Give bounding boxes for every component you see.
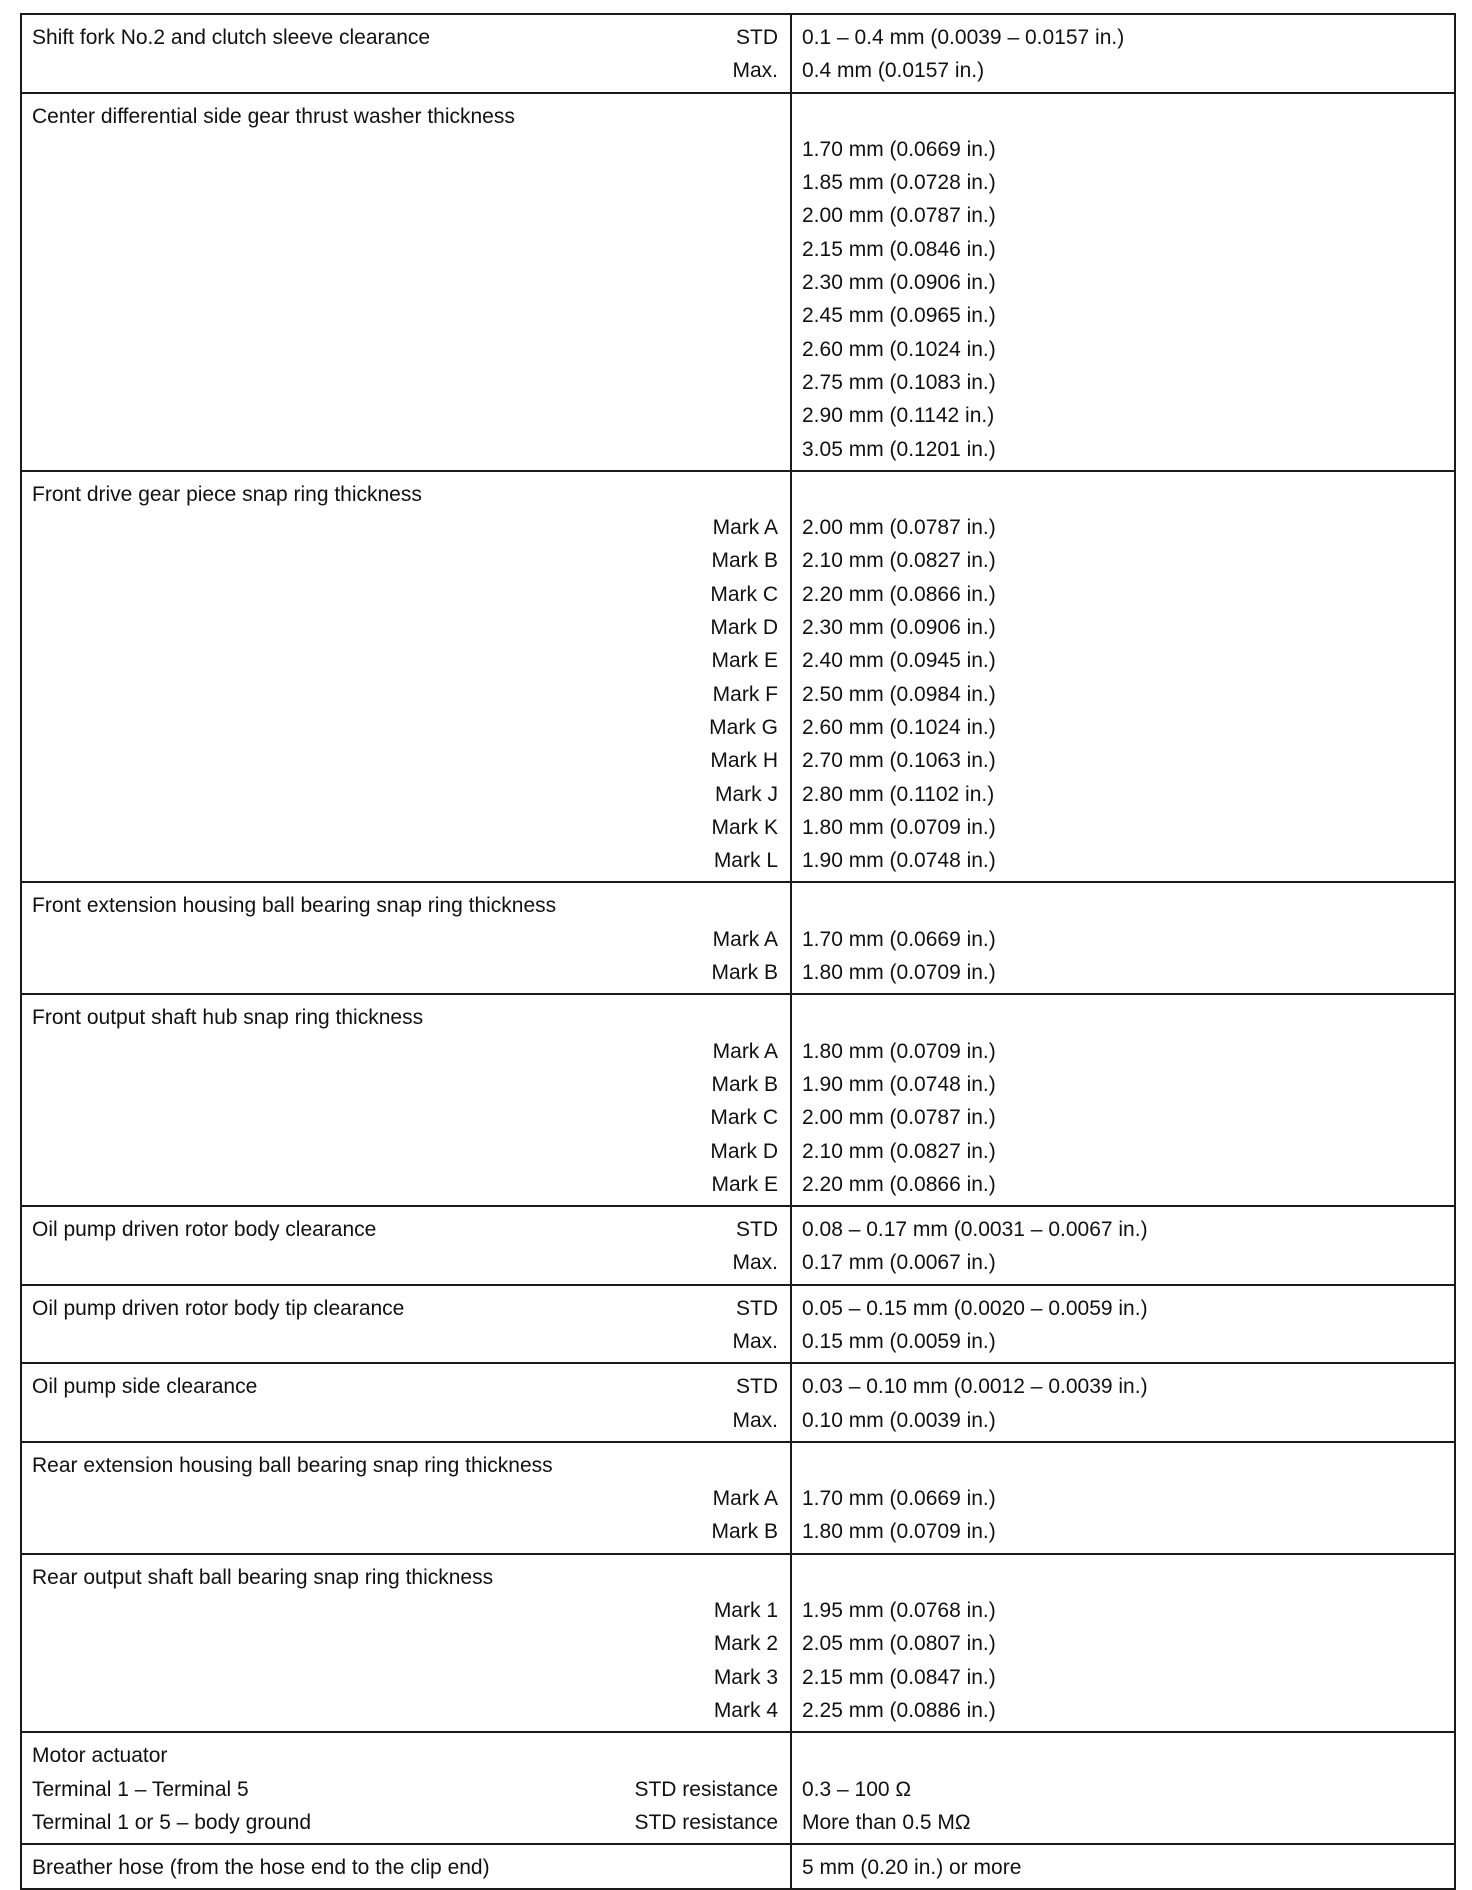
spec-row	[21, 1206, 1455, 1285]
spec-value: 5 mm (0.20 in.) or more	[802, 1856, 1022, 1880]
spec-value: 1.80 mm (0.0709 in.)	[802, 1039, 996, 1063]
spec-title-line	[22, 478, 790, 511]
spec-condition: Mark B	[711, 1520, 778, 1544]
spec-title-line	[22, 21, 790, 54]
spec-condition: Mark D	[710, 1139, 778, 1163]
spec-value: 1.70 mm (0.0669 in.)	[802, 1487, 996, 1511]
spec-condition: Max.	[732, 1408, 778, 1432]
spec-value-cell	[791, 1363, 1455, 1442]
spec-value: 0.03 – 0.10 mm (0.0012 – 0.0039 in.)	[802, 1375, 1148, 1399]
spec-condition: Mark H	[710, 749, 778, 773]
spec-sub-line	[22, 1246, 790, 1279]
spec-condition: STD	[736, 1375, 778, 1399]
spec-item-cell	[21, 1363, 791, 1442]
spec-condition: Mark A	[712, 1487, 778, 1511]
spec-value: 2.50 mm (0.0984 in.)	[802, 682, 996, 706]
spec-item-title: Oil pump driven rotor body clearance	[32, 1218, 377, 1242]
spec-row	[21, 1285, 1455, 1364]
spec-sub-line	[22, 299, 790, 332]
spec-sub-label: Terminal 1 or 5 – body ground	[32, 1810, 311, 1834]
spec-value: 2.75 mm (0.1083 in.)	[802, 370, 996, 394]
spec-title-line	[22, 889, 790, 922]
spec-condition: Mark D	[710, 616, 778, 640]
spec-condition: Mark G	[709, 715, 778, 739]
spec-value: 2.25 mm (0.0886 in.)	[802, 1698, 996, 1722]
spec-value: 2.15 mm (0.0846 in.)	[802, 237, 996, 261]
spec-row	[21, 882, 1455, 994]
spec-value	[792, 1739, 1454, 1772]
spec-value: 0.17 mm (0.0067 in.)	[802, 1251, 996, 1275]
spec-value-cell	[791, 1206, 1455, 1285]
spec-row	[21, 1363, 1455, 1442]
spec-sub-line	[22, 644, 790, 677]
spec-value: 2.00 mm (0.0787 in.)	[802, 1106, 996, 1130]
spec-title-line	[22, 1739, 790, 1772]
spec-item-cell	[21, 882, 791, 994]
spec-value-cell	[791, 471, 1455, 883]
spec-value: 2.90 mm (0.1142 in.)	[802, 404, 995, 428]
spec-item-title: Rear output shaft ball bearing snap ring thickness	[32, 1565, 494, 1589]
spec-sub-line	[22, 811, 790, 844]
spec-value: 0.15 mm (0.0059 in.)	[802, 1329, 996, 1353]
spec-condition: Mark F	[712, 682, 778, 706]
spec-value	[792, 478, 1454, 511]
spec-value: 2.00 mm (0.0787 in.)	[802, 516, 996, 540]
spec-sub-line	[22, 333, 790, 366]
spec-sub-line	[22, 1135, 790, 1168]
spec-sub-line	[22, 1594, 790, 1627]
spec-value: 1.90 mm (0.0748 in.)	[802, 1072, 996, 1096]
spec-value: 2.80 mm (0.1102 in.)	[802, 782, 995, 806]
spec-sub-line	[22, 1694, 790, 1727]
spec-value	[792, 889, 1454, 922]
spec-value: 2.10 mm (0.0827 in.)	[802, 1139, 996, 1163]
spec-value-cell	[791, 1442, 1455, 1554]
spec-value-cell	[791, 1285, 1455, 1364]
spec-condition: Mark 1	[713, 1599, 778, 1623]
spec-title-line	[22, 1292, 790, 1325]
spec-value: 2.30 mm (0.0906 in.)	[802, 271, 996, 295]
spec-condition: Mark E	[711, 1172, 778, 1196]
spec-value: 0.05 – 0.15 mm (0.0020 – 0.0059 in.)	[802, 1296, 1148, 1320]
spec-sub-line	[22, 1035, 790, 1068]
spec-condition: Max.	[732, 1329, 778, 1353]
spec-table-body	[21, 14, 1455, 1889]
spec-value: 1.85 mm (0.0728 in.)	[802, 171, 996, 195]
spec-title-line	[22, 1370, 790, 1403]
spec-sub-line	[22, 1325, 790, 1358]
spec-condition: Mark B	[711, 961, 778, 985]
spec-value: 2.40 mm (0.0945 in.)	[802, 649, 996, 673]
spec-item-cell	[21, 1285, 791, 1364]
spec-value: 2.15 mm (0.0847 in.)	[802, 1665, 996, 1689]
spec-condition: Mark C	[710, 582, 778, 606]
spec-value	[792, 100, 1454, 133]
spec-title-line	[22, 1561, 790, 1594]
spec-row	[21, 1844, 1455, 1889]
spec-condition: Mark 4	[713, 1698, 778, 1722]
spec-sub-line	[22, 611, 790, 644]
spec-condition: Mark A	[712, 516, 778, 540]
spec-sub-line	[22, 711, 790, 744]
spec-value: 2.20 mm (0.0866 in.)	[802, 1172, 996, 1196]
spec-row	[21, 93, 1455, 471]
spec-sub-line	[22, 433, 790, 466]
spec-value-cell	[791, 14, 1455, 93]
spec-value: 1.95 mm (0.0768 in.)	[802, 1599, 996, 1623]
spec-item-title: Shift fork No.2 and clutch sleeve clearance	[32, 26, 431, 49]
spec-item-cell	[21, 1554, 791, 1732]
spec-sub-line	[22, 578, 790, 611]
spec-value: 2.20 mm (0.0866 in.)	[802, 582, 996, 606]
spec-title-line	[22, 1213, 790, 1246]
spec-value: 0.10 mm (0.0039 in.)	[802, 1408, 996, 1432]
spec-condition: Mark J	[715, 782, 778, 806]
spec-value: 0.1 – 0.4 mm (0.0039 – 0.0157 in.)	[802, 26, 1125, 49]
spec-condition: Mark L	[713, 849, 778, 873]
spec-row	[21, 994, 1455, 1206]
spec-sub-line	[22, 1068, 790, 1101]
spec-value: 2.60 mm (0.1024 in.)	[802, 715, 996, 739]
spec-value: 3.05 mm (0.1201 in.)	[802, 437, 996, 461]
spec-sub-line	[22, 366, 790, 399]
spec-sub-line	[22, 511, 790, 544]
spec-item-cell	[21, 1732, 791, 1844]
spec-value: 1.80 mm (0.0709 in.)	[802, 1520, 996, 1544]
spec-sub-line	[22, 1627, 790, 1660]
spec-condition: Mark A	[712, 1039, 778, 1063]
spec-item-title: Front drive gear piece snap ring thickness	[32, 482, 422, 506]
spec-condition: Mark A	[712, 927, 778, 951]
spec-value: 1.70 mm (0.0669 in.)	[802, 137, 996, 161]
spec-value-cell	[791, 994, 1455, 1206]
spec-title-line	[22, 1851, 790, 1884]
spec-value: 2.60 mm (0.1024 in.)	[802, 337, 996, 361]
spec-value: 2.70 mm (0.1063 in.)	[802, 749, 996, 773]
spec-title-line	[22, 100, 790, 133]
spec-sub-line	[22, 1168, 790, 1201]
spec-sub-line	[22, 1773, 790, 1806]
spec-sub-line	[22, 166, 790, 199]
spec-value: More than 0.5 MΩ	[802, 1810, 971, 1834]
spec-sub-line	[22, 844, 790, 877]
spec-condition: STD	[736, 1218, 778, 1242]
spec-value: 2.45 mm (0.0965 in.)	[802, 304, 996, 328]
spec-sub-line	[22, 399, 790, 432]
spec-value-cell	[791, 1844, 1455, 1889]
spec-condition: Mark B	[711, 549, 778, 573]
spec-value: 0.3 – 100 Ω	[802, 1777, 912, 1801]
spec-condition: STD resistance	[634, 1810, 778, 1834]
spec-condition: Max.	[732, 1251, 778, 1275]
spec-value: 0.08 – 0.17 mm (0.0031 – 0.0067 in.)	[802, 1218, 1148, 1242]
spec-sub-line	[22, 233, 790, 266]
spec-item-cell	[21, 14, 791, 93]
spec-value-cell	[791, 93, 1455, 471]
spec-value	[792, 1449, 1454, 1482]
spec-condition: Mark E	[711, 649, 778, 673]
spec-condition: Mark C	[710, 1106, 778, 1130]
spec-condition: Mark B	[711, 1072, 778, 1096]
spec-sub-line	[22, 956, 790, 989]
spec-sub-line	[22, 1101, 790, 1134]
spec-row	[21, 1732, 1455, 1844]
spec-item-title: Oil pump side clearance	[32, 1375, 258, 1399]
spec-value-cell	[791, 1554, 1455, 1732]
spec-value: 1.70 mm (0.0669 in.)	[802, 927, 996, 951]
spec-value: 2.00 mm (0.0787 in.)	[802, 204, 996, 228]
spec-sub-line	[22, 1482, 790, 1515]
spec-condition: Mark K	[711, 815, 778, 839]
spec-sub-line	[22, 54, 790, 87]
spec-value-cell	[791, 1732, 1455, 1844]
spec-row	[21, 471, 1455, 883]
spec-item-cell	[21, 1442, 791, 1554]
spec-sub-line	[22, 1404, 790, 1437]
spec-value: 1.90 mm (0.0748 in.)	[802, 849, 996, 873]
spec-sub-line	[22, 544, 790, 577]
spec-item-cell	[21, 471, 791, 883]
spec-sub-line	[22, 1806, 790, 1839]
spec-value: 2.10 mm (0.0827 in.)	[802, 549, 996, 573]
spec-sub-label: Terminal 1 – Terminal 5	[32, 1777, 249, 1801]
spec-sub-line	[22, 133, 790, 166]
spec-condition: STD	[736, 1296, 778, 1320]
spec-value: 1.80 mm (0.0709 in.)	[802, 815, 996, 839]
spec-row	[21, 1442, 1455, 1554]
spec-sub-line	[22, 1515, 790, 1548]
spec-row	[21, 14, 1455, 93]
spec-item-title: Rear extension housing ball bearing snap ring thickness	[32, 1453, 553, 1477]
spec-value	[792, 1001, 1454, 1034]
spec-value: 0.4 mm (0.0157 in.)	[802, 59, 985, 83]
spec-value: 2.05 mm (0.0807 in.)	[802, 1632, 996, 1656]
spec-item-title: Center differential side gear thrust washer thickness	[32, 104, 515, 128]
spec-item-cell	[21, 93, 791, 471]
spec-item-title: Front extension housing ball bearing snap ring thickness	[32, 894, 557, 918]
spec-value-cell	[791, 882, 1455, 994]
spec-value: 2.30 mm (0.0906 in.)	[802, 616, 996, 640]
spec-table	[20, 13, 1456, 1890]
spec-title-line	[22, 1449, 790, 1482]
spec-item-title: Oil pump driven rotor body tip clearance	[32, 1296, 405, 1320]
spec-sub-line	[22, 266, 790, 299]
spec-condition: STD	[736, 26, 778, 49]
spec-sub-line	[22, 923, 790, 956]
spec-sub-line	[22, 744, 790, 777]
spec-row	[21, 1554, 1455, 1732]
spec-title-line	[22, 1001, 790, 1034]
spec-condition: Max.	[732, 59, 778, 83]
spec-sub-line	[22, 199, 790, 232]
spec-item-title: Front output shaft hub snap ring thickness	[32, 1006, 424, 1030]
spec-item-title: Motor actuator	[32, 1744, 168, 1768]
spec-item-title: Breather hose (from the hose end to the clip end)	[32, 1856, 490, 1880]
spec-sub-line	[22, 678, 790, 711]
spec-item-cell	[21, 1206, 791, 1285]
spec-condition: STD resistance	[634, 1777, 778, 1801]
spec-item-cell	[21, 994, 791, 1206]
spec-sub-line	[22, 1661, 790, 1694]
spec-condition: Mark 2	[713, 1632, 778, 1656]
spec-value: 1.80 mm (0.0709 in.)	[802, 961, 996, 985]
spec-item-cell	[21, 1844, 791, 1889]
spec-value	[792, 1561, 1454, 1594]
spec-condition: Mark 3	[713, 1665, 778, 1689]
spec-sub-line	[22, 778, 790, 811]
